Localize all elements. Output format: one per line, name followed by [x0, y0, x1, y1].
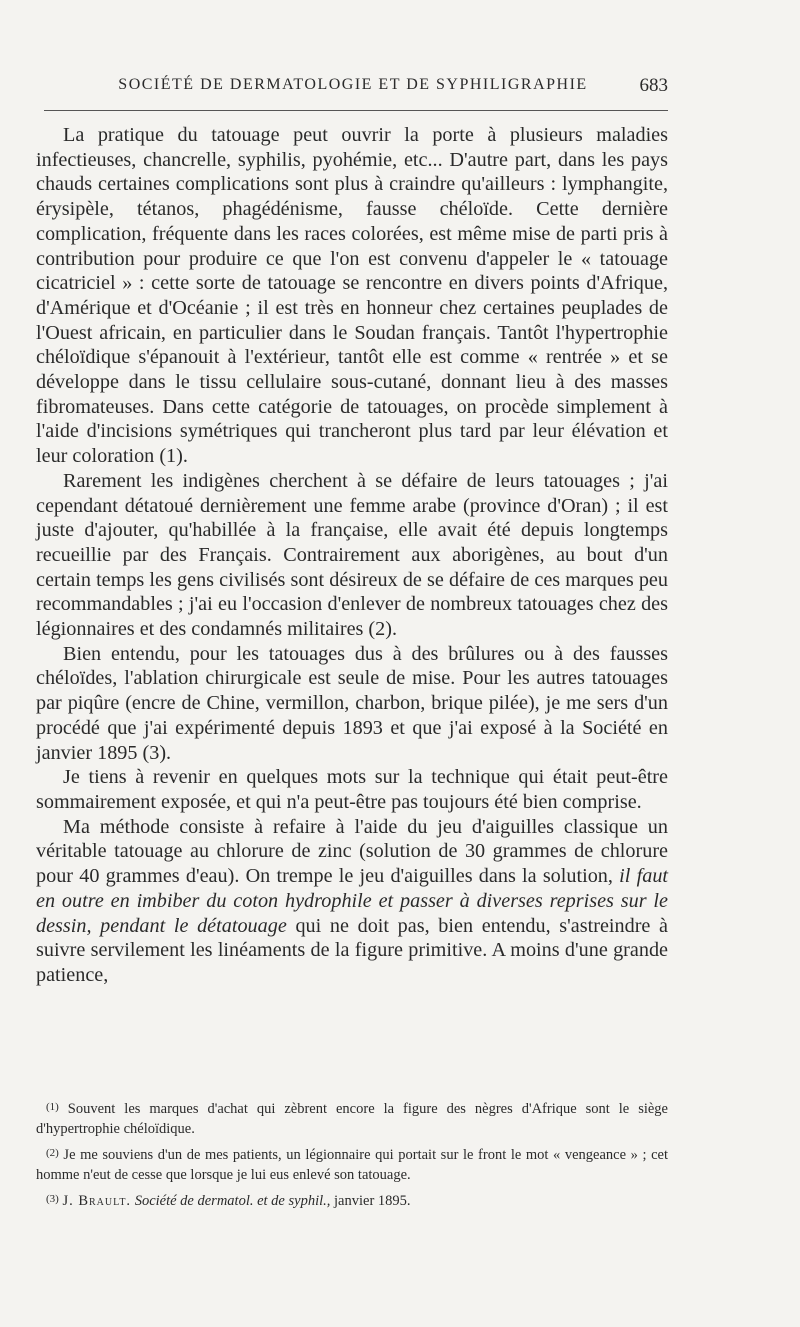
paragraph-5 [36, 815, 668, 988]
paragraph-1: La pratique du tatouage peut ouvrir la porte à plusieurs maladies infectieuses, chancrelle, syphilis, pyohémie, etc... D'autre part, dans les pays chauds certaines complications sont plus à craindre qu'ailleurs : lymphangite, érysipèle, tétanos, phagédénisme, fausse chéloïde. Cette dernière complication, fréquente dans les races colorées, est même mise de parti pris à contribution pour produire ce que l'on est convenu d'appeler le « tatouage cicatriciel » : cette sorte de tatouage se rencontre en divers points d'Afrique, d'Amérique et d'Océanie ; il est très en honneur chez certaines peuplades de l'Ouest africain, en particulier dans le Soudan français. Tantôt l'hypertrophie chéloïdique s'épanouit à l'extérieur, tantôt elle est comme « rentrée » et se développe dans le tissu cellulaire sous-cutané, donnant lieu à des masses fibromateuses. Dans cette catégorie de tatouages, on procède simplement à l'aide d'incisions symétriques qui trancheront plus tard par leur élévation et leur coloration (1). [36, 124, 668, 468]
body-text [36, 123, 668, 988]
paragraph-5-italic: il faut en outre en imbiber du coton hydrophile et passer à diverses reprises sur le dessin, pendant le détatouage [36, 865, 669, 937]
paragraph-3: Bien entendu, pour les tatouages dus à des brûlures ou à des fausses chéloïdes, l'ablation chirurgicale est seule de mise. Pour les autres tatouages par piqûre (encre de Chine, vermillon, charbon, brique pilée), je me sers d'un procédé que j'ai expérimenté depuis 1893 et que j'ai exposé à la Société en janvier 1895 (3). [36, 642, 668, 764]
running-title: SOCIÉTÉ DE DERMATOLOGIE ET DE SYPHILIGRAPHIE [118, 76, 588, 93]
paragraph-5-end: qui ne doit pas, bien entendu, s'astreindre à suivre servilement les linéaments de la figure primitive. A moins d'une grande patience, [36, 914, 668, 986]
footnote-3-date: janvier 1895. [334, 1193, 411, 1209]
footnote-3-mark: (3) [46, 1193, 59, 1205]
paragraph-4: Je tiens à revenir en quelques mots sur la technique qui était peut-être sommairement exposée, et qui n'a peut-être pas toujours été bien comprise. [36, 766, 668, 813]
footnote-2-text: Je me souviens d'un de mes patients, un légionnaire qui portait sur le front le mot « vengeance » ; cet homme n'eut de cesse que lorsque je lui eus enlevé son tatouage. [36, 1147, 668, 1183]
footnote-2-mark: (2) [46, 1147, 59, 1159]
footnote-1-mark: (1) [46, 1101, 59, 1113]
footnote-3-title: Société de dermatol. et de syphil., [134, 1193, 331, 1209]
footnote-3 [36, 1189, 668, 1211]
footnote-3-author: J. Brault. [62, 1193, 132, 1209]
paragraph-2: Rarement les indigènes cherchent à se défaire de leurs tatouages ; j'ai cependant détatoué dernièrement une femme arabe (province d'Oran) ; il est juste d'ajouter, qu'habillée à la française, elle avait été depuis longtemps recueillie par des Français. Contrairement aux aborigènes, au bout d'un certain temps les gens civilisés sont désireux de se défaire de ces marques peu recommandables ; j'ai eu l'occasion d'enlever de nombreux tatouages chez des légionnaires et des condamnés militaires (2). [36, 469, 668, 641]
paragraph-5-start: Ma méthode consiste à refaire à l'aide du jeu d'aiguilles classique un véritable tatouage au chlorure de zinc (solution de 30 grammes de chlorure pour 40 grammes d'eau). On trempe le jeu d'aiguilles dans la solution, [36, 815, 668, 888]
page-number: 683 [639, 75, 668, 96]
footnote-2 [36, 1143, 668, 1185]
footnote-1 [36, 1097, 668, 1139]
footnotes [36, 1097, 668, 1215]
header-rule [44, 110, 668, 111]
footnote-1-text: Souvent les marques d'achat qui zèbrent encore la figure des nègres d'Afrique sont le siège d'hypertrophie chéloïdique. [36, 1101, 668, 1137]
